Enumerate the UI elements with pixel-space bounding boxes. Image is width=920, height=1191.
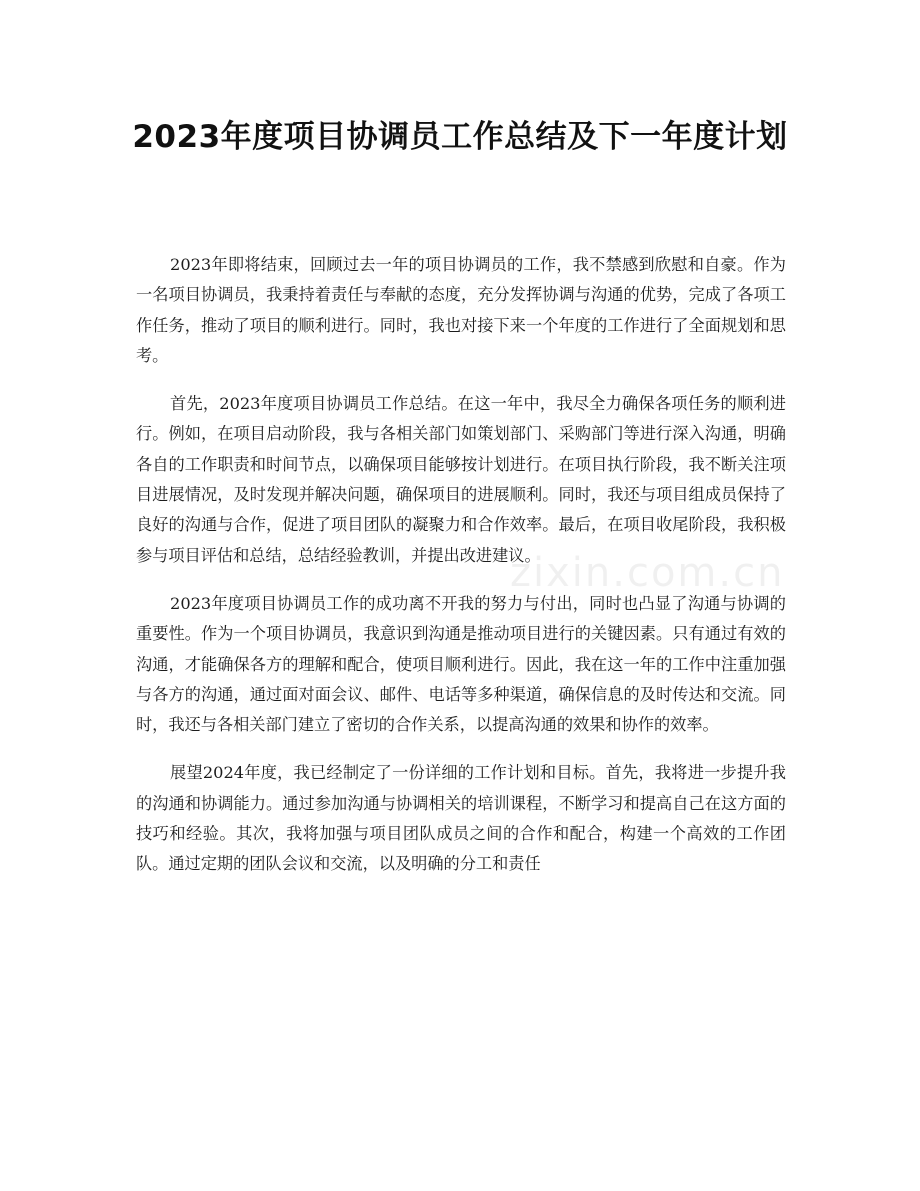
paragraph-3: 2023年度项目协调员工作的成功离不开我的努力与付出，同时也凸显了沟通与协调的重要性。作为一个项目协调员，我意识到沟通是推动项目进行的关键因素。只有通过有效的沟通，才能确保各方的理解和配合，使项目顺利进行。因此，我在这一年的工作中注重加强与各方的沟通，通过面对面会议、邮件、电话等多种渠道，确保信息的及时传达和交流。同时，我还与各相关部门建立了密切的合作关系，以提高沟通的效果和协作的效率。 [136,593,786,735]
paragraph-4: 展望2024年度，我已经制定了一份详细的工作计划和目标。首先，我将进一步提升我的沟通和协调能力。通过参加沟通与协调相关的培训课程，不断学习和提高自己在这方面的技巧和经验。其次，我将加强与项目团队成员之间的合作和配合，构建一个高效的工作团队。通过定期的团队会议和交流，以及明确的分工和责任 [136,763,786,874]
document-title: 2023年度项目协调员工作总结及下一年度计划 [132,119,788,155]
watermark: zixin.com.cn [510,550,785,596]
paragraph-2: 首先，2023年度项目协调员工作总结。在这一年中，我尽全力确保各项任务的顺利进行。例如，在项目启动阶段，我与各相关部门如策划部门、采购部门等进行深入沟通，明确各自的工作职责和时间节点，以确保项目能够按计划进行。在项目执行阶段，我不断关注项目进展情况，及时发现并解决问题，确保项目的进展顺利。同时，我还与项目组成员保持了良好的沟通与合作，促进了项目团队的凝聚力和合作效率。最后，在项目收尾阶段，我积极参与项目评估和总结，总结经验教训，并提出改进建议。 [136,394,786,565]
paragraph-1: 2023年即将结束，回顾过去一年的项目协调员的工作，我不禁感到欣慰和自豪。作为一名项目协调员，我秉持着责任与奉献的态度，充分发挥协调与沟通的优势，完成了各项工作任务，推动了项目的顺利进行。同时，我也对接下来一个年度的工作进行了全面规划和思考。 [136,255,786,365]
document-body [136,250,786,898]
